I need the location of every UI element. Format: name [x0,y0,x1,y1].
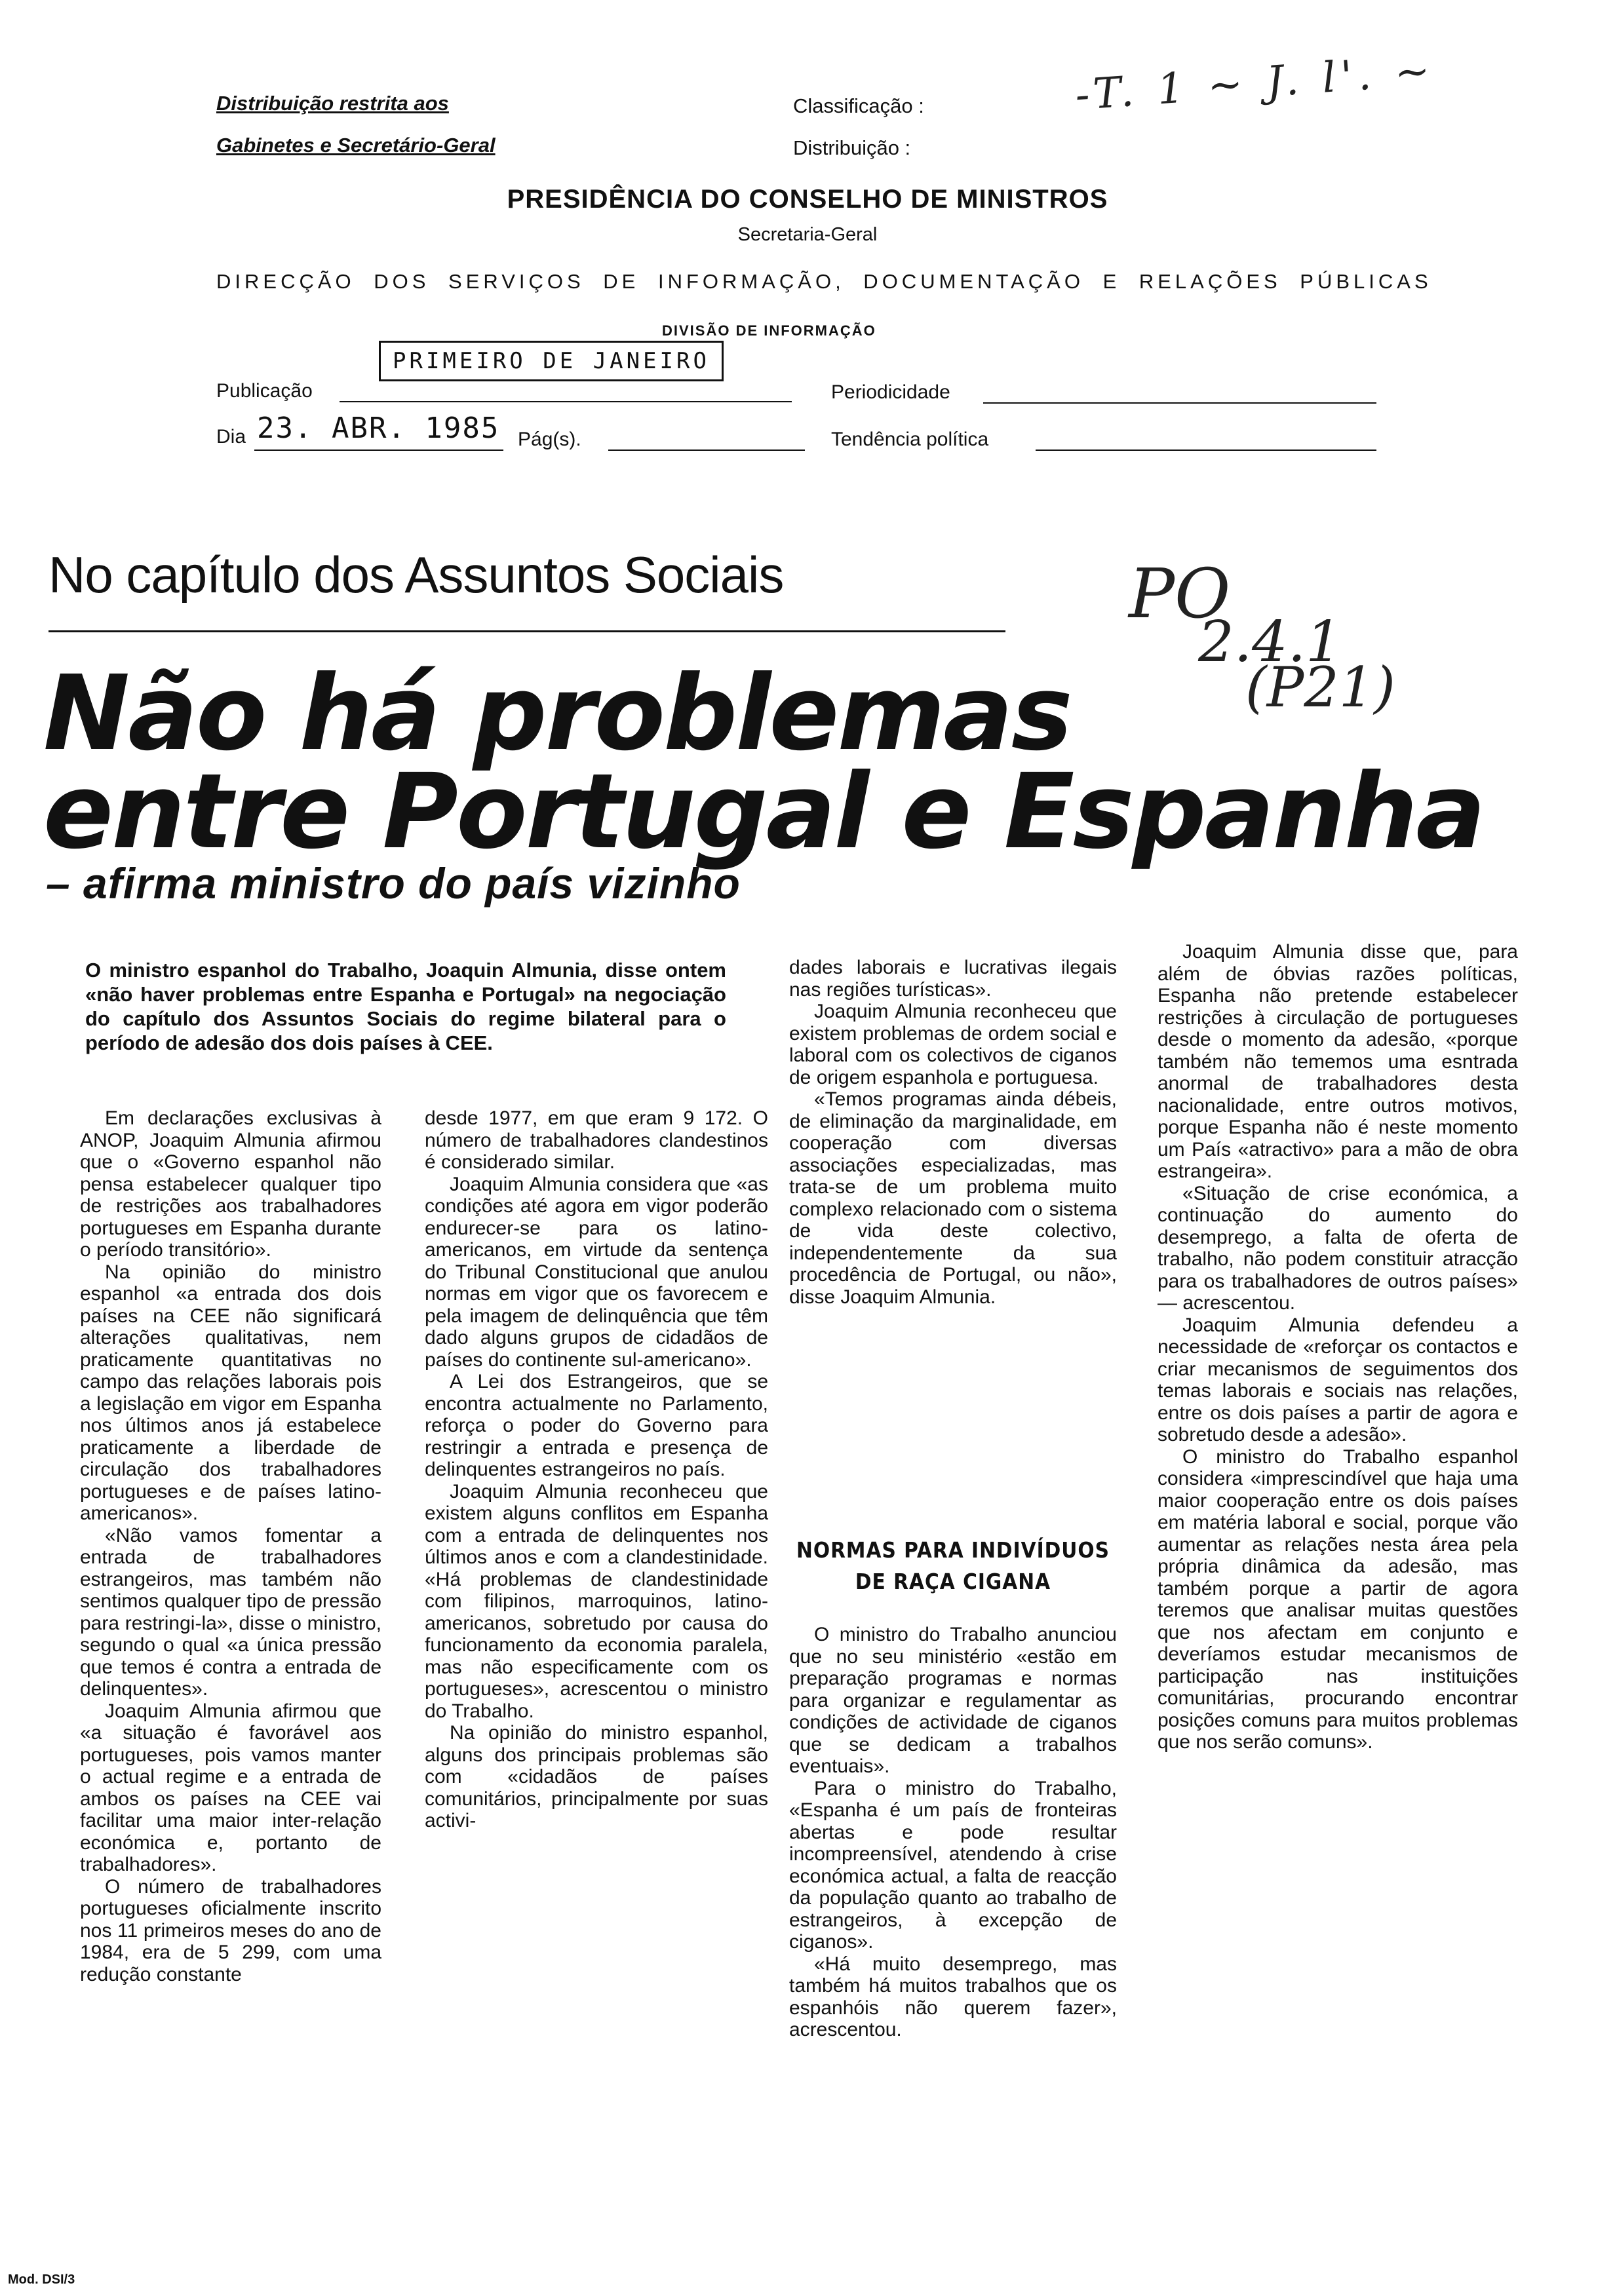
column-3-top [789,957,1117,1308]
col2-paragraph: A Lei dos Estrangeiros, que se encontra actualmente no Parlamento, reforça o poder do Governo para restringir a entrada e presença de delinquentes estrangeiros no país. [425,1371,768,1480]
division-label: DIVISÃO DE INFORMAÇÃO [662,322,876,339]
col4-paragraph: O ministro do Trabalho espanhol considera «imprescindível que haja uma maior cooperação entre os dois países em matéria laboral e social, porque vão aumentar as relações nesta área pela própria dinâmica da adesão, mas também porque a partir de agora teremos que analisar muitas questões que nos afectam em conjunto e deveríamos estudar mecanismos de participação nas instituições comunitárias, procurando encontrar posições comuns para muitos problemas que nos serão comuns». [1158,1445,1518,1753]
column-1 [80,1107,381,1985]
pages-label: Pág(s). [518,429,581,450]
periodicity-label: Periodicidade [831,381,950,403]
col2-paragraph: desde 1977, em que eram 9 172. O número de trabalhadores clandestinos é considerado similar. [425,1107,768,1173]
col3-paragraph: «Temos programas ainda débeis, de eliminação da marginalidade, em cooperação com diversas associações especializadas, mas trata-se de um problema muito complexo relacionado com o sistema de vida deste colectivo, independentemente da sua procedência de Portugal, ou não», disse Joaquim Almunia. [789,1088,1117,1308]
col3-paragraph: Para o ministro do Trabalho, «Espanha é um país de fronteiras abertas e pode resultar incompreensível, atendendo à crise económica actual, a falta de reacção da população quanto ao trabalho de estrangeiros, à excepção de ciganos». [789,1777,1117,1953]
kicker: No capítulo dos Assuntos Sociais [49,546,784,603]
col3-paragraph: Joaquim Almunia reconheceu que existem problemas de ordem social e laboral com os colectivos de ciganos de origem espanhola e portuguesa. [789,1001,1117,1088]
col3-paragraph: dades laborais e lucrativas ilegais nas regiões turísticas». [789,957,1117,1001]
handwritten-margin-2: 2.4.1 [1198,609,1342,675]
handwritten-annotation-top: -T. 1 ~ J. l'. ~ [1074,46,1437,121]
col2-paragraph: Na opinião do ministro espanhol, alguns dos principais problemas são com «cidadãos de países comunitários, principalmente por suas activi- [425,1722,768,1831]
handwritten-margin-3: (P21) [1245,655,1395,719]
col4-paragraph: «Situação de crise económica, a continuação do aumento do desemprego, a falta de oferta de trabalho, não podem constituir atracção para os trabalhadores de outros países» — acrescentou. [1158,1182,1518,1314]
publication-label: Publicação [216,380,313,402]
col4-paragraph: Joaquim Almunia defendeu a necessidade de «reforçar os contactos e criar mecanismos de seguimentos dos temas laborais e sociais nas relações, entre os dois países a partir de agora e sobretudo desde a adesão». [1158,1314,1518,1445]
col1-paragraph: Joaquim Almunia afirmou que «a situação é favorável aos portugueses, pois vamos manter o actual regime e a entrada de ambos os países na CEE vai facilitar uma maior inter-relação económica e, portanto de trabalhadores». [80,1700,381,1875]
col1-paragraph: «Não vamos fomentar a entrada de trabalhadores estrangeiros, mas também não sentimos qualquer tipo de pressão para restringi-la», disse o ministro, segundo o qual «a única pressão que temos é contra a entrada de delinquentes». [80,1524,381,1700]
deck: – afirma ministro do país vizinho [46,859,741,908]
pages-line [608,450,805,451]
restricted-distribution-line2: Gabinetes e Secretário-Geral [216,134,496,157]
org-title: PRESIDÊNCIA DO CONSELHO DE MINISTROS [507,185,1108,214]
column-2 [425,1107,768,1832]
kicker-rule [49,630,1005,632]
column-3-bottom [789,1624,1117,2041]
subheading [789,1535,1117,1598]
col3-paragraph: «Há muito desemprego, mas também há muitos trabalhos que os espanhóis não querem fazer», acrescentou. [789,1953,1117,2040]
lead-paragraph: O ministro espanhol do Trabalho, Joaquin Almunia, disse ontem «não haver problemas entre Espanha e Portugal» na negociação do capítulo dos Assuntos Sociais do regime bilateral para o período de adesão dos dois países à CEE. [85,959,726,1054]
form-code: Mod. DSI/3 [8,2272,75,2287]
handwritten-margin-1: PO [1129,554,1231,634]
column-4 [1158,941,1518,1753]
subheading-line-1: NORMAS PARA INDIVÍDUOS [796,1537,1110,1563]
publication-stamp: PRIMEIRO DE JANEIRO [379,341,724,381]
secretariat: Secretaria-Geral [737,224,878,245]
col2-paragraph: Joaquim Almunia considera que «as condições até agora em vigor poderão endurecer-se para os latino-americanos, em virtude da sentença do Tribunal Constitucional que anulou normas em vigor que os favorecem e pela imagem de delinquência que têm dado alguns grupos de cidadãos de países do continente sul-americano». [425,1173,768,1371]
restricted-distribution-line1: Distribuição restrita aos [216,92,449,115]
col1-paragraph: Na opinião do ministro espanhol «a entrada dos dois países na CEE não significará alterações qualitativas, nem praticamente quantitativas no campo das relações laborais pois a legislação em vigor em Espanha nos últimos anos já estabelece praticamente a liberdade de circulação dos trabalhadores portugueses e de países latino-americanos». [80,1261,381,1524]
col4-paragraph: Joaquim Almunia disse que, para além de óbvias razões políticas, Espanha não pretende estabelecer restrições à circulação de portugueses desde o momento da adesão, «porque também não tememos uma esntrada anormal de trabalhadores desta nacionalidade, entre outros motivos, porque Espanha não é neste momento um País «atractivo» para a mão de obra estrangeira». [1158,941,1518,1182]
periodicity-line [983,402,1376,404]
distribution-label: Distribuição : [793,136,911,159]
political-trend-label: Tendência política [831,429,989,450]
col1-paragraph: O número de trabalhadores portugueses oficialmente inscrito nos 11 primeiros meses do ano de 1984, era de 5 299, com uma redução constante [80,1875,381,1985]
political-trend-line [1036,450,1376,451]
date-line [254,450,503,451]
department-line: DIRECÇÃO DOS SERVIÇOS DE INFORMAÇÃO, DOCUMENTAÇÃO E RELAÇÕES PÚBLICAS [216,270,1432,293]
col1-paragraph: Em declarações exclusivas à ANOP, Joaquim Almunia afirmou que o «Governo espanhol não pensa estabelecer qualquer tipo de restrições aos trabalhadores portugueses em Espanha durante o período transitório». [80,1107,381,1261]
classification-label: Classificação : [793,94,924,117]
publication-line [340,401,792,402]
subheading-line-2: DE RAÇA CIGANA [855,1569,1051,1594]
date-stamp: 23. ABR. 1985 [257,411,500,445]
date-label: Dia [216,426,246,448]
col2-paragraph: Joaquim Almunia reconheceu que existem alguns conflitos em Espanha com a entrada de delinquentes nos últimos anos e com a clandestinidade. «Há problemas de clandestinidade com filipinos, marroquinos, latino-americanos, sobretudo por causa do funcionamento da economia paralela, mas não especificamente com os portugueses», acrescentou o ministro do Trabalho. [425,1480,768,1722]
headline-line-2: entre Portugal e Espanha [43,752,1484,872]
col3-paragraph: O ministro do Trabalho anunciou que no seu ministério «estão em preparação programas e normas para organizar e regulamentar as condições de actividade de ciganos que se dedicam a trabalhos eventuais». [789,1624,1117,1777]
headline-line-1: Não há problemas [43,653,1071,774]
